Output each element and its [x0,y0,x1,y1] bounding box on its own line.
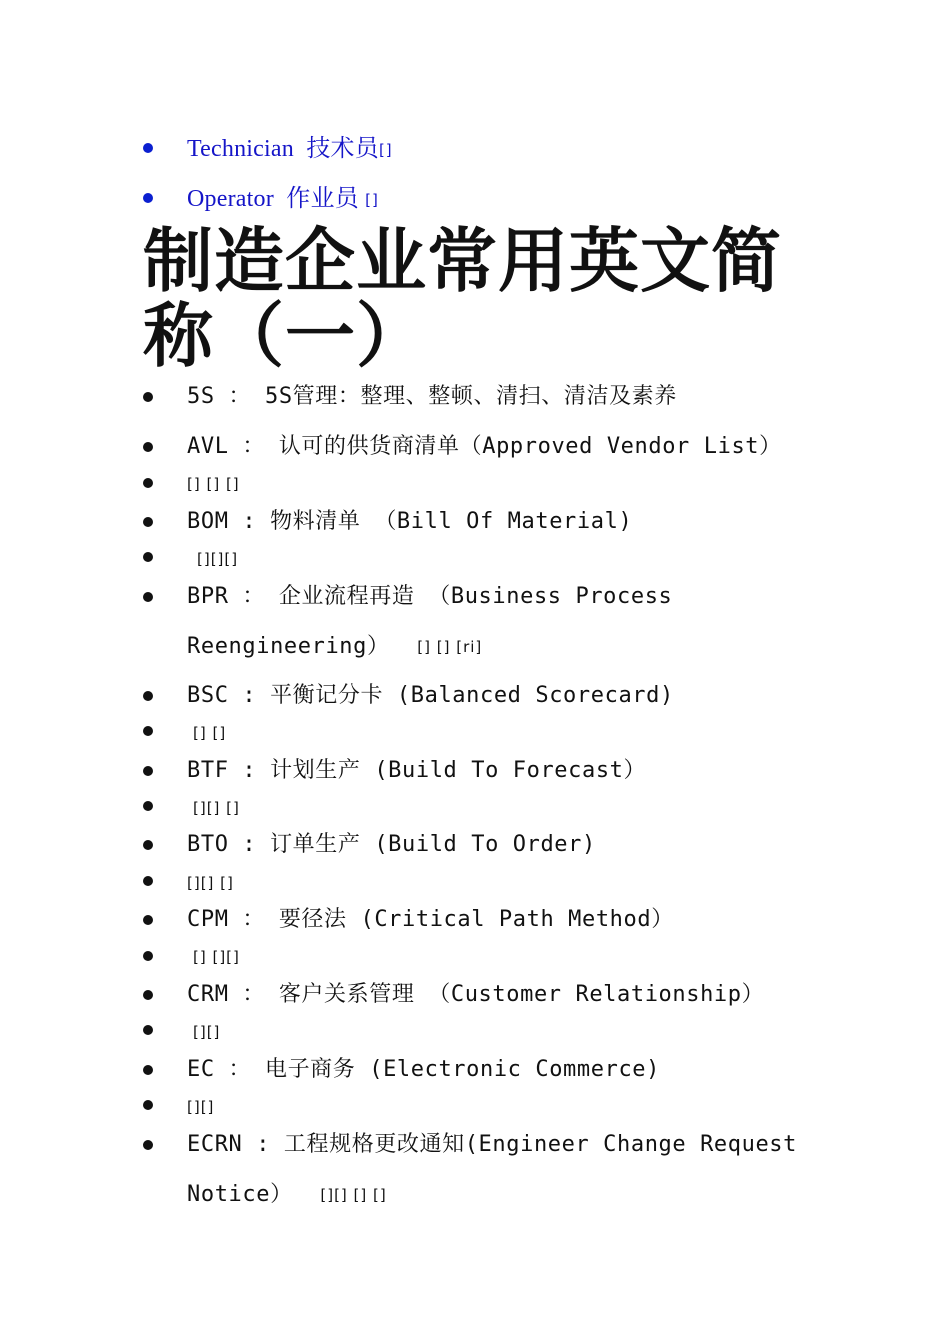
bullet-icon [143,840,153,850]
placeholder-glyphs: [] [378,141,393,159]
list-item: BPR ： 企业流程再造 （Business Process [187,584,673,609]
placeholder-glyphs: [][][] [197,550,239,568]
bullet-icon [143,592,153,602]
list-item: BTO : 订单生产 (Build To Order) [187,832,596,857]
bullet-icon [143,392,153,402]
list-item: BSC : 平衡记分卡 (Balanced Scorecard) [187,683,674,708]
bullet-icon [143,517,153,527]
bullet-icon [143,442,153,452]
placeholder-glyphs: [][] [187,1098,215,1116]
placeholder-glyphs: [] [][] [193,948,240,966]
list-item: 5S ： 5S管理：整理、整顿、清扫、清洁及素养 [187,384,677,409]
list-item: CPM ： 要径法 (Critical Path Method） [187,907,674,932]
item-text: Notice） [187,1182,293,1207]
placeholder-glyphs: [] [] [ri] [417,638,483,656]
list-item-technician [187,134,393,165]
item-text: Reengineering） [187,634,390,659]
placeholder-glyphs: [] [] [193,724,227,742]
bullet-icon [143,876,153,886]
list-item: BTF : 计划生产 (Build To Forecast） [187,758,647,783]
bullet-icon [143,193,153,203]
title-line-2: 称（一） [143,295,427,377]
bullet-icon [143,691,153,701]
list-item: ECRN : 工程规格更改通知(Engineer Change Request [187,1132,797,1157]
bullet-icon [143,1140,153,1150]
item-meaning: 技术员 [306,136,379,162]
bullet-icon [143,726,153,736]
item-term: Technician [187,136,294,162]
page-title [143,220,843,377]
placeholder-glyphs: [][] [] [187,874,234,892]
placeholder-glyphs: [][] [] [] [320,1186,387,1204]
list-item: AVL ： 认可的供货商清单（Approved Vendor List） [187,434,782,459]
bullet-icon [143,990,153,1000]
bullet-icon [143,951,153,961]
bullet-icon [143,766,153,776]
bullet-icon [143,1065,153,1075]
item-meaning: 作业员 [286,186,359,212]
list-item-continuation [187,1180,387,1210]
placeholder-glyphs: [][] [] [193,799,240,817]
bullet-icon [143,915,153,925]
item-term: Operator [187,186,274,212]
list-item: CRM ： 客户关系管理 （Customer Relationship） [187,982,765,1007]
list-item-operator [187,184,379,215]
bullet-icon [143,478,153,488]
list-item: EC ： 电子商务 (Electronic Commerce) [187,1057,660,1082]
bullet-icon [143,1025,153,1035]
title-line-1: 制造企业常用英文简 [143,220,782,302]
placeholder-glyphs: [][] [193,1023,221,1041]
placeholder-glyphs: [] [365,191,379,209]
bullet-icon [143,801,153,811]
list-item-continuation [187,632,482,662]
bullet-icon [143,143,153,153]
placeholder-glyphs: [] [] [] [187,475,240,493]
bullet-icon [143,552,153,562]
bullet-icon [143,1100,153,1110]
list-item: BOM : 物料清单 （Bill Of Material) [187,509,633,534]
